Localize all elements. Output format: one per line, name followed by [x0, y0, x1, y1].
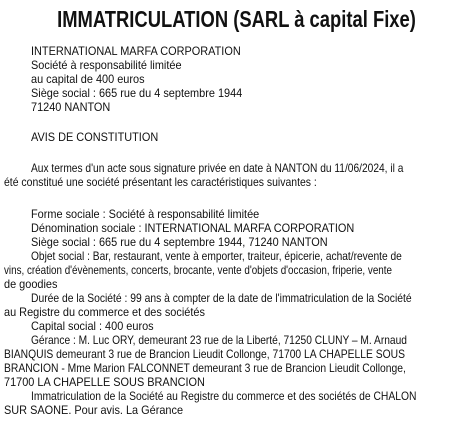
detail-objet-social: Objet social : Bar, restaurant, vente à emporter, traiteur, épicerie, achat/revente de: [31, 249, 402, 263]
intro-line: Aux termes d'un acte sous signature privée en date à NANTON du 11/06/2024, il a: [31, 161, 404, 175]
detail-siege-social: Siège social : 665 rue du 4 septembre 1944, 71240 NANTON: [31, 235, 328, 249]
detail-gerance: Gérance : M. Luc ORY, demeurant 23 rue de la Liberté, 71250 CLUNY – M. Arnaud: [31, 333, 407, 347]
detail-duree: Durée de la Société : 99 ans à compter de la date de l'immatriculation de la Société: [31, 291, 412, 305]
detail-immatriculation: SUR SAONE. Pour avis. La Gérance: [4, 403, 184, 417]
intro-line: été constitué une société présentant les caractéristiques suivantes :: [4, 175, 317, 189]
detail-forme-sociale: Forme sociale : Société à responsabilité limitée: [31, 207, 260, 221]
detail-gerance: BRANCION - Mme Marion FALCONNET demeurant 3 rue de Brancion Lieudit Collonge,: [4, 361, 406, 375]
company-capital: au capital de 400 euros: [31, 72, 145, 86]
detail-denomination: Dénomination sociale : INTERNATIONAL MARFA CORPORATION: [31, 221, 355, 235]
company-form: Société à responsabilité limitée: [31, 58, 182, 72]
detail-duree: au Registre du commerce et des sociétés: [4, 305, 205, 319]
notice-title: IMMATRICULATION (SARL à capital Fixe): [57, 6, 416, 32]
notice-heading: AVIS DE CONSTITUTION: [31, 130, 159, 144]
company-seat: Siège social : 665 rue du 4 septembre 1944: [31, 86, 243, 100]
detail-capital: Capital social : 400 euros: [31, 319, 154, 333]
detail-gerance: 71700 LA CHAPELLE SOUS BRANCION: [4, 375, 205, 389]
detail-objet-social: vins, création d'évènements, concerts, brocante, vente d'objets d'occasion, friperie, vente: [4, 263, 392, 277]
detail-gerance: BIANQUIS demeurant 3 rue de Brancion Lieudit Collonge, 71700 LA CHAPELLE SOUS: [4, 347, 405, 361]
detail-immatriculation: Immatriculation de la Société au Registre du commerce et des sociétés de CHALON: [31, 389, 417, 403]
company-name: INTERNATIONAL MARFA CORPORATION: [31, 44, 241, 58]
company-postcode-city: 71240 NANTON: [31, 100, 111, 114]
detail-objet-social: de goodies: [4, 277, 58, 291]
